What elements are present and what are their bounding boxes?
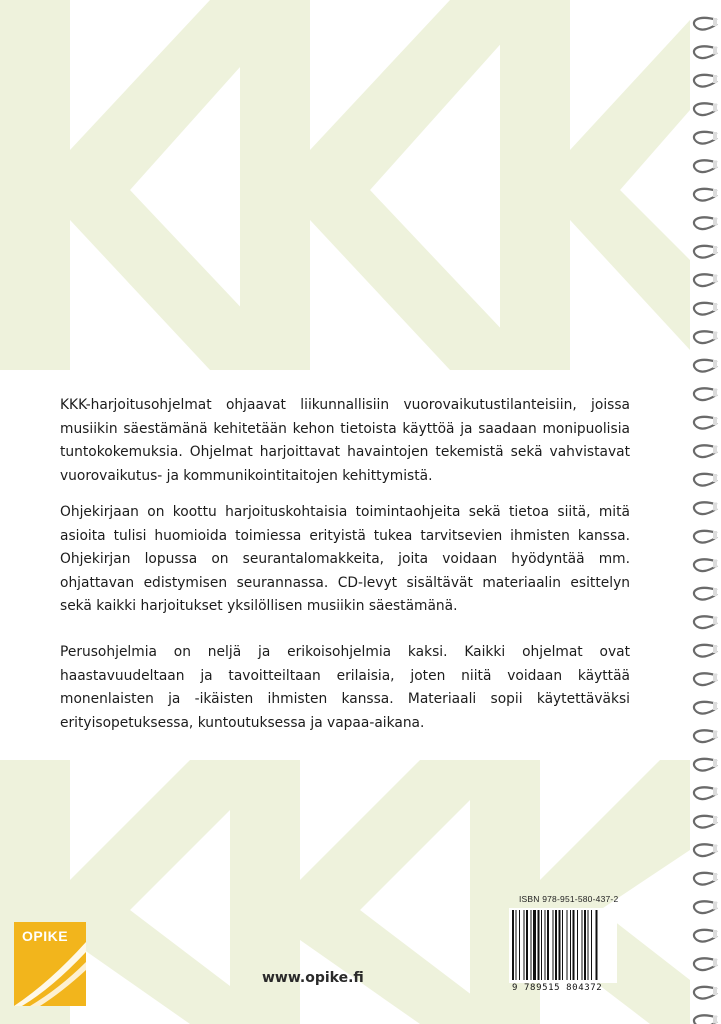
description-paragraph-3: Perusohjelmia on neljä ja erikoisohjelmia kaksi. Kaikki ohjelmat ovat haastavuudeltaan ja tavoitteiltaan erilaisia, joten niitä voidaan käyttää monenlaisten ja -ikäisten ihmisten kanssa. Materiaali sopii käytettäväksi erityisopetuksessa, kuntoutuksessa ja vapaa-aikana. [60,644,630,731]
spiral-hole [713,588,717,596]
isbn-label: ISBN 978-951-580-437-2 [519,894,619,904]
barcode-bar [538,910,540,980]
barcode-bar [555,910,557,980]
spiral-hole [713,275,717,283]
barcode-digits: 9 789515 804372 [512,983,603,993]
barcode-bar [531,910,532,980]
spiral-hole [713,902,717,910]
spiral-hole [713,731,717,739]
spiral-hole [713,560,717,568]
spiral-hole [713,645,717,653]
spiral-hole [713,845,717,853]
spiral-hole [713,474,717,482]
spiral-hole [713,674,717,682]
barcode-bar [573,910,575,980]
barcode-bar [584,910,586,980]
description-paragraph-1: KKK-harjoitusohjelmat ohjaavat liikunnallisiin vuorovaikutustilanteisiin, joissa musiikin säestämänä kehitetään kehon tietoista käyttöä ja saadaan monipuolisia tuntokokemuksia. Ohjelmat harjoittavat havaintojen tekemistä sekä vahvistavat vuorovaikutus- ja kommunikointitaitojen kehittymistä. [60,397,630,484]
barcode-bar [512,910,514,980]
spiral-hole [713,959,717,967]
barcode-bar [516,910,517,980]
spiral-hole [713,417,717,425]
barcode-bar [526,910,528,980]
spiral-hole [713,360,717,368]
spiral-hole [713,389,717,397]
logo-text: OPIKE [22,928,69,944]
spiral-hole [713,759,717,767]
barcode-bar [541,910,542,980]
spiral-binding [687,0,721,1024]
spiral-hole [713,873,717,881]
barcode-bar [533,910,536,980]
spiral-hole [713,702,717,710]
barcode-bar [547,910,549,980]
spiral-hole [713,1016,717,1024]
barcode-bar [524,910,525,980]
spiral-hole [713,503,717,511]
spiral-hole [713,18,717,26]
spiral-hole [713,132,717,140]
spiral-hole [713,161,717,169]
barcode-bar [567,910,568,980]
barcode [509,908,617,983]
spiral-hole [713,930,717,938]
spiral-hole [713,987,717,995]
description-paragraph-2: Ohjekirjaan on koottu harjoituskohtaisia toimintaohjeita sekä tietoa siitä, mitä asioita tulisi huomioida toimiessa erityistä tukea tarvitsevien ihmisten kanssa. Ohjekirjan lopussa on seurantalomakkeita, joita voidaan hyödyntää mm. ohjattavan edistymisen seurannassa. CD-levyt sisältävät materiaalin esittelyn sekä kaikki harjoitukset yksilöllisen musiikin säestämänä. [60,504,630,614]
spiral-hole [713,816,717,824]
barcode-bar [588,910,589,980]
barcode-bar [582,910,583,980]
website-url[interactable]: www.opike.fi [262,970,364,986]
spiral-hole [713,75,717,83]
barcode-bar [570,910,571,980]
barcode-bar [553,910,554,980]
spiral-hole [713,104,717,112]
barcode-bar [596,910,598,980]
spiral-hole [713,332,717,340]
barcode-bar [545,910,546,980]
barcode-bar [591,910,592,980]
barcode-bar [577,910,578,980]
spiral-hole [713,531,717,539]
spiral-hole [713,446,717,454]
spiral-hole [713,303,717,311]
spiral-hole [713,47,717,55]
barcode-bar [562,910,563,980]
spiral-hole [713,218,717,226]
spiral-hole [713,617,717,625]
spiral-hole [713,788,717,796]
barcode-bar [519,910,520,980]
spiral-hole [713,189,717,197]
barcode-bar [559,910,561,980]
spiral-hole [713,246,717,254]
